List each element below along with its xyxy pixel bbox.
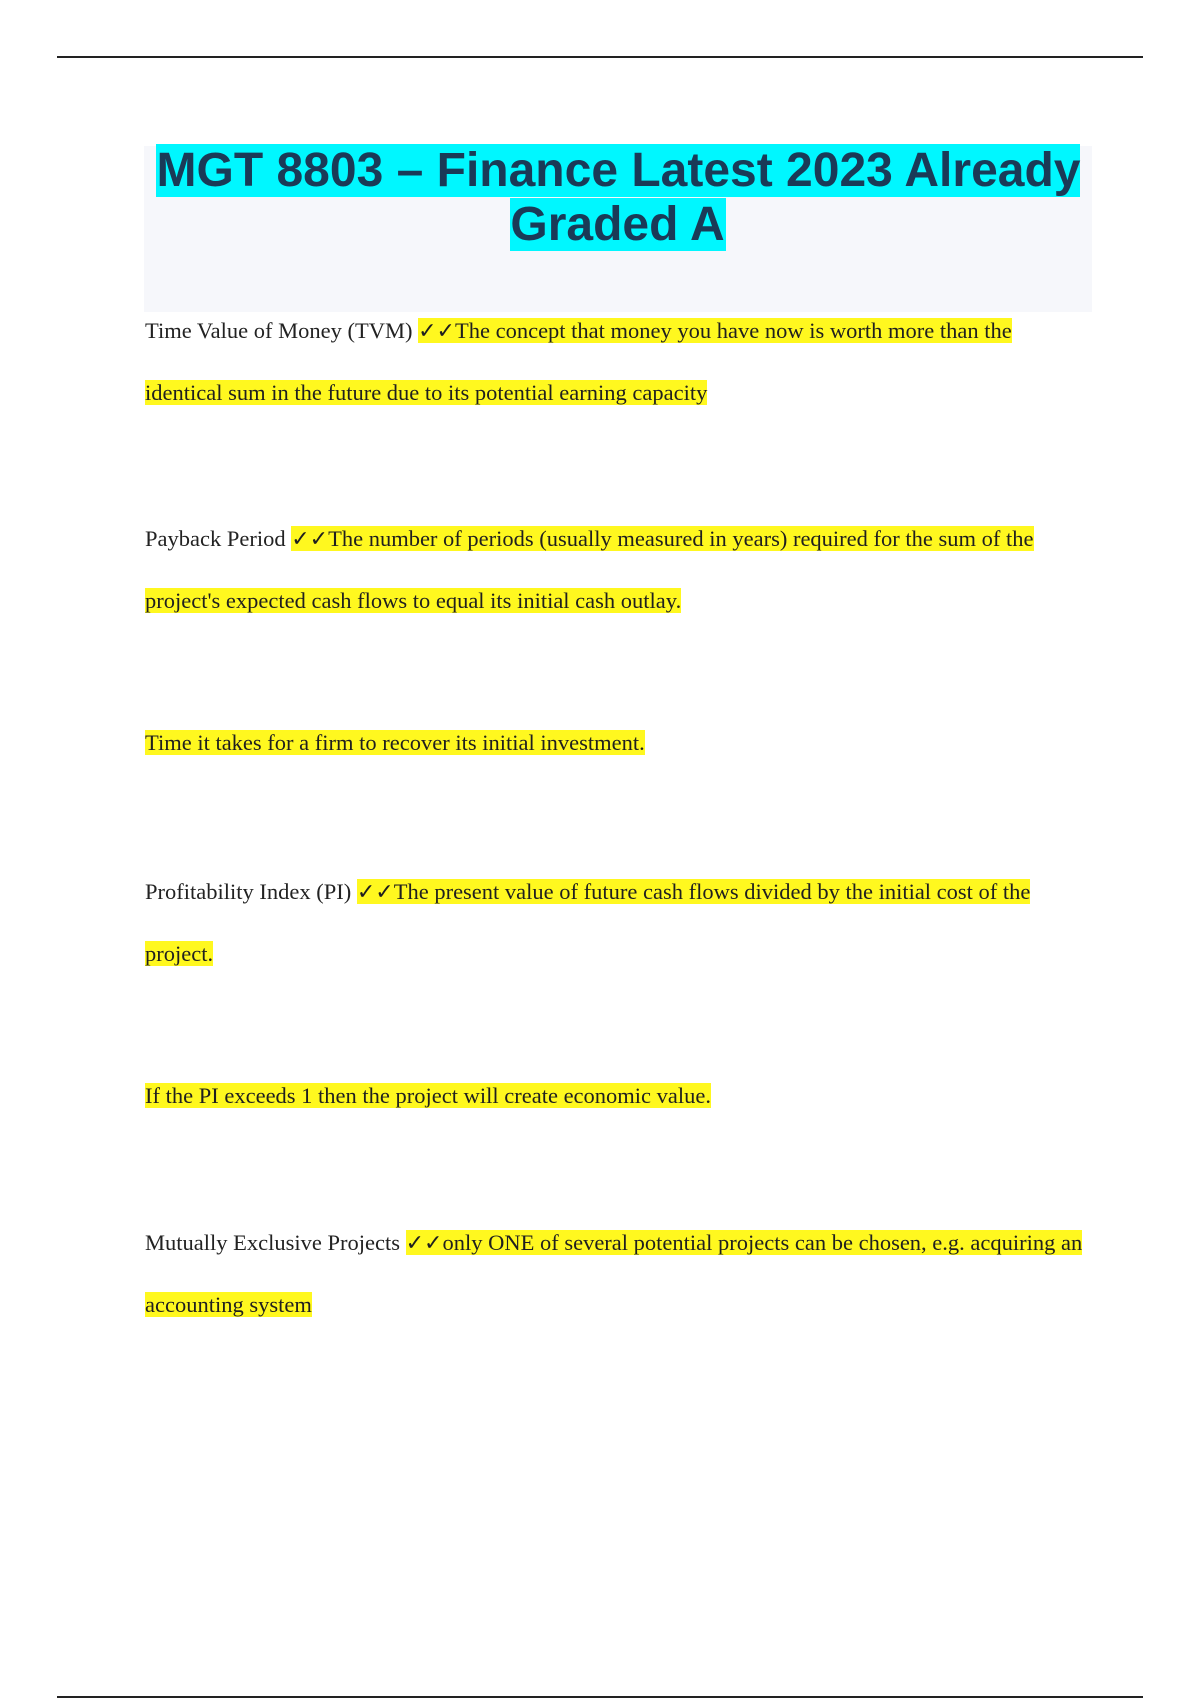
footer-rule [57,1696,1143,1698]
document-title-text: MGT 8803 – Finance Latest 2023 Already Graded A [156,144,1081,251]
entry-profitability-index [145,861,1085,984]
entry-tvm [145,300,1085,423]
entry-payback-note [145,712,1085,773]
entry-definition: only ONE of several potential projects can be chosen, e.g. acquiring an accounting system [145,1230,1083,1317]
double-check-icon: ✓✓ [418,319,455,344]
entry-term: Profitability Index (PI) [145,879,352,904]
document-title [144,144,1092,252]
entry-note: Time it takes for a firm to recover its initial investment. [145,730,645,755]
entry-term: Mutually Exclusive Projects [145,1230,400,1255]
entry-term: Payback Period [145,526,286,551]
entry-definition: The concept that money you have now is worth more than the identical sum in the future due to its potential earning capacity [145,318,1012,405]
double-check-icon: ✓✓ [291,527,329,552]
entry-pi-note [145,1065,1085,1126]
entry-definition: The number of periods (usually measured in years) required for the sum of the project's expected cash flows to equal its initial cash outlay. [145,526,1034,613]
entry-definition: The present value of future cash flows divided by the initial cost of the project. [145,879,1031,966]
entry-term: Time Value of Money (TVM) [145,318,413,343]
header-rule [57,56,1143,58]
double-check-icon: ✓✓ [356,880,394,905]
entry-note: If the PI exceeds 1 then the project will create economic value. [145,1083,712,1108]
double-check-icon: ✓✓ [405,1231,443,1256]
entry-payback-period [145,508,1085,631]
entry-mutually-exclusive-projects [145,1212,1085,1335]
